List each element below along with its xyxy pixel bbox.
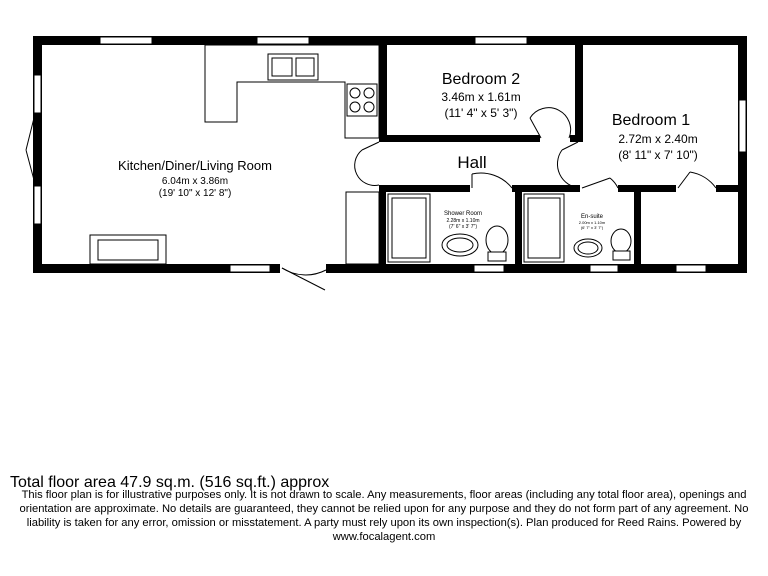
bedroom2-metric: 3.46m x 1.61m	[441, 90, 521, 104]
toilet-icon	[611, 229, 631, 253]
bedroom1-imperial: (8' 11" x 7' 10")	[618, 148, 698, 162]
shower-room-metric: 2.28m x 1.10m	[446, 218, 480, 224]
kitchen-metric: 6.04m x 3.86m	[161, 176, 229, 187]
total-floor-area: Total floor area 47.9 sq.m. (516 sq.ft.) approx	[10, 474, 330, 491]
kitchen-name: Kitchen/Diner/Living Room	[118, 158, 272, 173]
bedroom1-metric: 2.72m x 2.40m	[618, 132, 698, 146]
bedroom2-name: Bedroom 2	[441, 71, 521, 88]
hall-name: Hall	[457, 153, 487, 172]
shower-room-imperial: (7' 6" x 3' 7")	[449, 224, 477, 230]
shower-room-name: Shower Room	[443, 211, 483, 217]
bedroom2-imperial: (11' 4" x 5' 3")	[444, 106, 518, 120]
kitchen-units	[90, 45, 379, 264]
bedroom1-name: Bedroom 1	[611, 112, 691, 129]
toilet-icon	[486, 226, 508, 254]
kitchen-imperial: (19' 10" x 12' 8")	[158, 188, 232, 199]
ensuite-metric: 2.00m x 1.10m	[578, 220, 606, 225]
ensuite-imperial: (6' 7" x 3' 7")	[580, 225, 604, 230]
disclaimer-text: This floor plan is for illustrative purposes only. It is not drawn to scale. Any measurements, floor areas (including any total floor area), openings and orientation are approximate. No details are guaranteed, they cannot be relied upon for any purpose and they do not form part of any agreement. No liability is taken for any error, omission or misstatement. A party must rely upon its own inspection(s). Plan produced for Reed Rains. Powered by www.focalagent.com	[19, 489, 749, 543]
ensuite-name: En-suite	[580, 214, 604, 220]
